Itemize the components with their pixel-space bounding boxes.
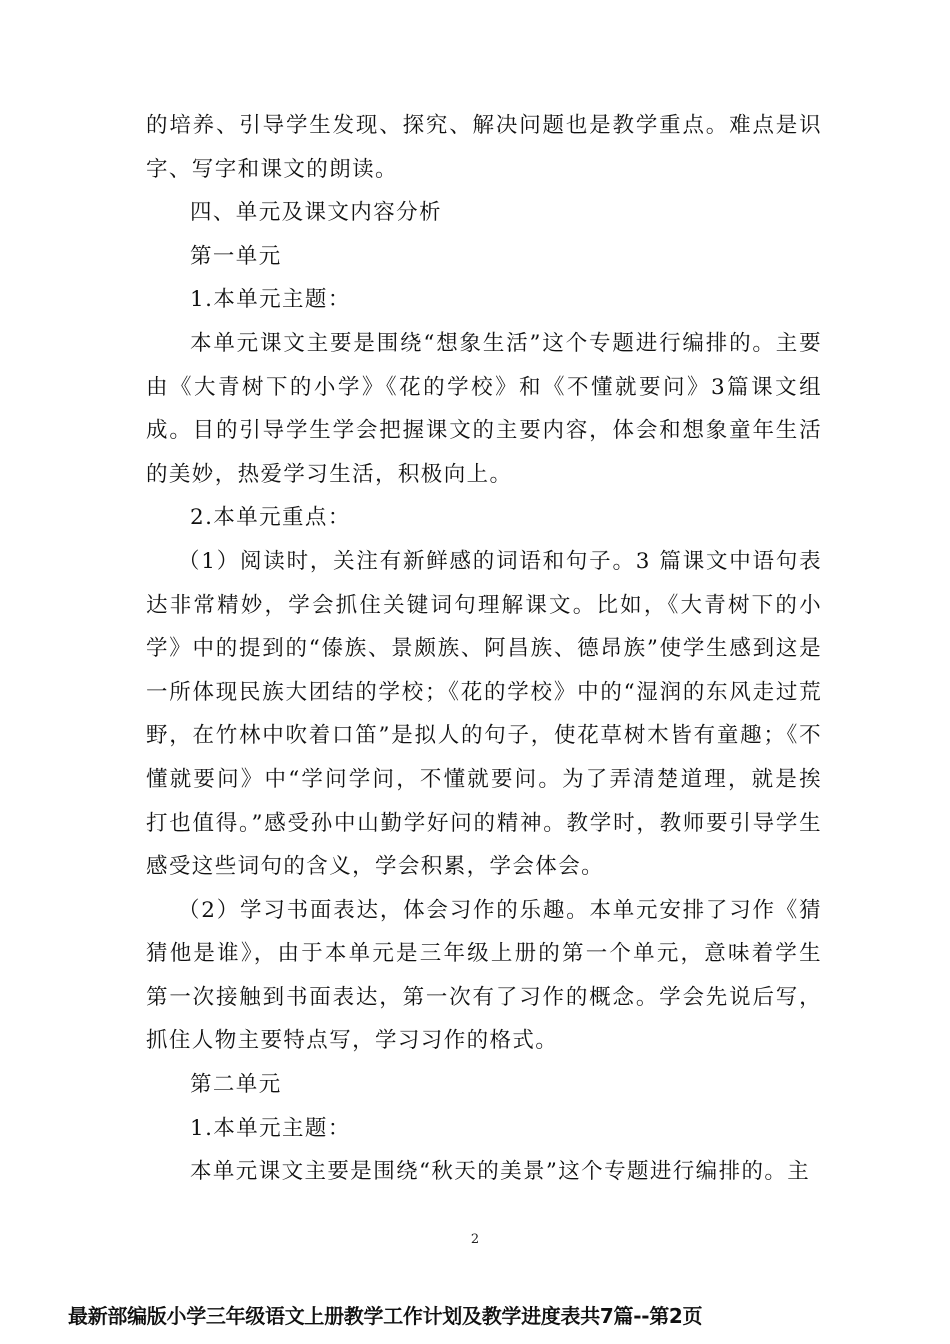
section-heading-unit-analysis: 四、单元及课文内容分析: [190, 200, 442, 226]
subheading-unit-focus: 2.本单元重点：: [190, 505, 351, 531]
unit-heading-first: 第一单元: [190, 243, 282, 269]
footer-title: 最新部编版小学三年级语文上册教学工作计划及教学进度表共7篇--第2页: [68, 1304, 703, 1328]
paragraph-unit2-theme: 本单元课文主要是围绕“秋天的美景”这个专题进行编排的。主: [190, 1159, 811, 1185]
paragraph-teaching-focus: 的培养、引导学生发现、探究、解决问题也是教学重点。难点是识字、写字和课文的朗读。: [146, 113, 822, 182]
paragraph-unit1-focus-1: （1）阅读时，关注有新鲜感的词语和句子。3 篇课文中语句表达非常精妙，学会抓住关键词句理解课文。比如，《大青树下的小学》中的提到的“傣族、景颇族、阿昌族、德昂族”使学生感到这是一所体现民族大团结的学校；《花的学校》中的“湿润的东风走过荒野，在竹林中吹着口笛”是拟人的句子，使花草树木皆有童趣；《不懂就要问》中“学问学问，不懂就要问。为了弄清楚道理，就是挨打也值得。”感受孙中山勤学好问的精神。教学时，教师要引导学生感受这些词句的含义，学会积累，学会体会。: [146, 548, 822, 880]
unit-heading-second: 第二单元: [190, 1072, 282, 1098]
paragraph-unit1-focus-2: （2）学习书面表达，体会习作的乐趣。本单元安排了习作《猜猜他是谁》，由于本单元是三年级上册的第一个单元，意味着学生第一次接触到书面表达，第一次有了习作的概念。学会先说后写，抓住人物主要特点写，学习习作的格式。: [146, 897, 822, 1054]
subheading-unit2-theme: 1.本单元主题：: [190, 1115, 351, 1141]
document-body: [146, 104, 822, 1194]
subheading-unit-theme: 1.本单元主题：: [190, 287, 351, 313]
page-number: 2: [470, 1232, 480, 1247]
paragraph-unit1-theme: 本单元课文主要是围绕“想象生活”这个专题进行编排的。主要由《大青树下的小学》《花的学校》和《不懂就要问》3篇课文组成。目的引导学生学会把握课文的主要内容，体会和想象童年生活的美妙，热爱学习生活，积极向上。: [146, 330, 822, 487]
